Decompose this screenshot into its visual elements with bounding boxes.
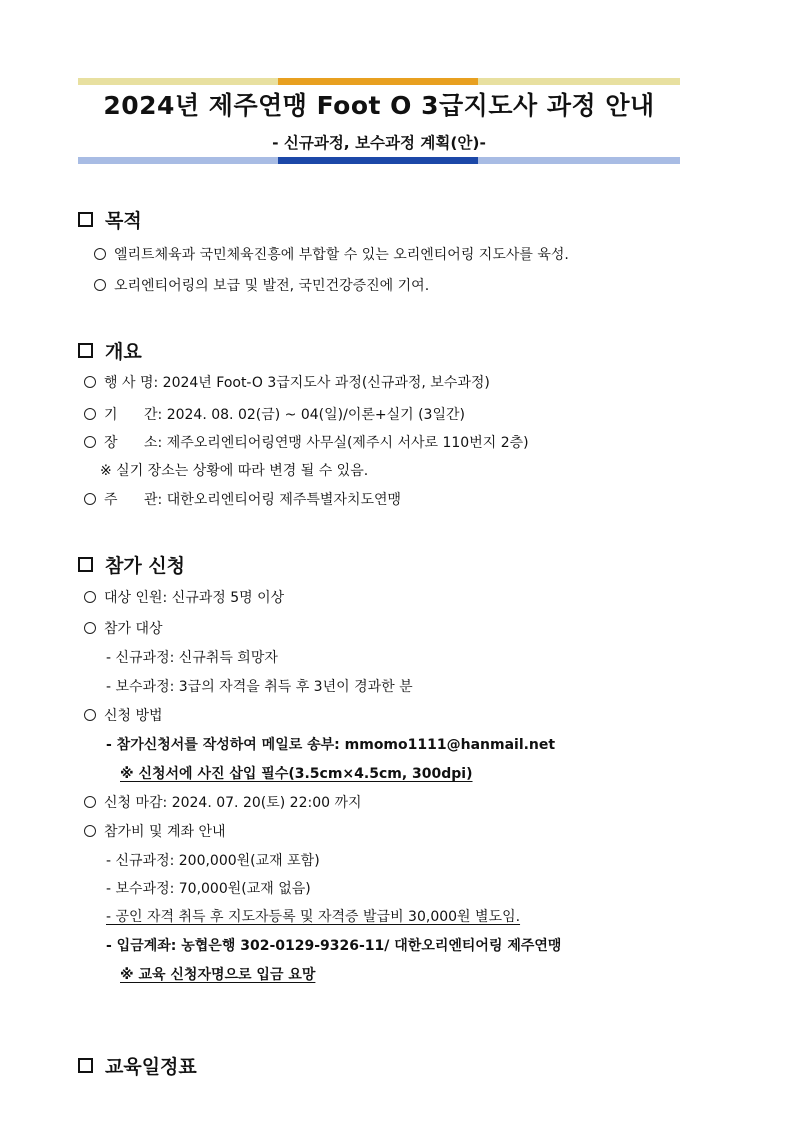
section-title: 참가 신청 (105, 555, 186, 577)
checkbox-square-icon (78, 212, 93, 227)
page-title: 2024년 제주연맹 Foot O 3급지도사 과정 안내 (103, 91, 655, 120)
header-top-bar (78, 78, 680, 85)
circle-bullet-icon (84, 796, 96, 808)
top-bar-left (78, 78, 278, 85)
purpose-item-2: 오리엔티어링의 보급 및 발전, 국민건강증진에 기여. (94, 276, 429, 296)
apply-target-renew: - 보수과정: 3급의 자격을 취득 후 3년이 경과한 분 (106, 679, 413, 695)
apply-target-title: 참가 대상 (84, 619, 163, 639)
top-bar-center (278, 78, 478, 85)
checkbox-square-icon (78, 1058, 93, 1073)
overview-place: 장 소: 제주오리엔티어링연맹 사무실(제주시 서사로 110번지 2층) (84, 433, 529, 453)
apply-deadline: 신청 마감: 2024. 07. 20(토) 22:00 까지 (84, 793, 362, 813)
apply-method-detail: - 참가신청서를 작성하여 메일로 송부: mmomo1111@hanmail.net (106, 737, 556, 753)
circle-bullet-icon (84, 709, 96, 721)
checkbox-square-icon (78, 557, 93, 572)
circle-bullet-icon (84, 591, 96, 603)
apply-fee-new: - 신규과정: 200,000원(교재 포함) (106, 853, 320, 869)
circle-bullet-icon (94, 279, 106, 291)
section-title: 목적 (105, 210, 142, 232)
header-bottom-bar (78, 157, 680, 164)
apply-fee-renew: - 보수과정: 70,000원(교재 없음) (106, 881, 311, 897)
apply-method-title: 신청 방법 (84, 706, 163, 726)
section-title: 개요 (105, 341, 142, 363)
bottom-bar-right (478, 157, 680, 164)
apply-account-note: ※ 교육 신청자명으로 입금 요망 (120, 967, 316, 983)
overview-period: 기 간: 2024. 08. 02(금) ~ 04(일)/이론+실기 (3일간) (84, 405, 465, 425)
checkbox-square-icon (78, 343, 93, 358)
circle-bullet-icon (84, 408, 96, 420)
circle-bullet-icon (84, 622, 96, 634)
purpose-item-1: 엘리트체육과 국민체육진흥에 부합할 수 있는 오리엔티어링 지도사를 육성. (94, 245, 569, 265)
section-heading-apply (78, 551, 185, 578)
section-heading-schedule (78, 1052, 197, 1079)
circle-bullet-icon (84, 436, 96, 448)
apply-fee-extra: - 공인 자격 취득 후 지도자등록 및 자격증 발급비 30,000원 별도임. (106, 909, 521, 925)
circle-bullet-icon (84, 825, 96, 837)
overview-place-note: ※ 실기 장소는 상황에 따라 변경 될 수 있음. (100, 463, 369, 479)
apply-fee-title: 참가비 및 계좌 안내 (84, 822, 226, 842)
bottom-bar-center (278, 157, 478, 164)
apply-target-new: - 신규과정: 신규취득 희망자 (106, 650, 278, 666)
apply-account: - 입금계좌: 농협은행 302-0129-9326-11/ 대한오리엔티어링 제주연맹 (106, 938, 562, 954)
circle-bullet-icon (94, 248, 106, 260)
top-bar-right (478, 78, 680, 85)
overview-event: 행 사 명: 2024년 Foot-O 3급지도사 과정(신규과정, 보수과정) (84, 373, 490, 393)
apply-target-count: 대상 인원: 신규과정 5명 이상 (84, 588, 284, 608)
section-title: 교육일정표 (105, 1056, 197, 1078)
page-subtitle: - 신규과정, 보수과정 계획(안)- (272, 134, 486, 152)
section-heading-purpose (78, 206, 142, 233)
apply-method-note: ※ 신청서에 사진 삽입 필수(3.5cm×4.5cm, 300dpi) (120, 766, 473, 782)
overview-host: 주 관: 대한오리엔티어링 제주특별자치도연맹 (84, 490, 401, 510)
circle-bullet-icon (84, 493, 96, 505)
section-heading-overview (78, 337, 142, 364)
circle-bullet-icon (84, 376, 96, 388)
bottom-bar-left (78, 157, 278, 164)
